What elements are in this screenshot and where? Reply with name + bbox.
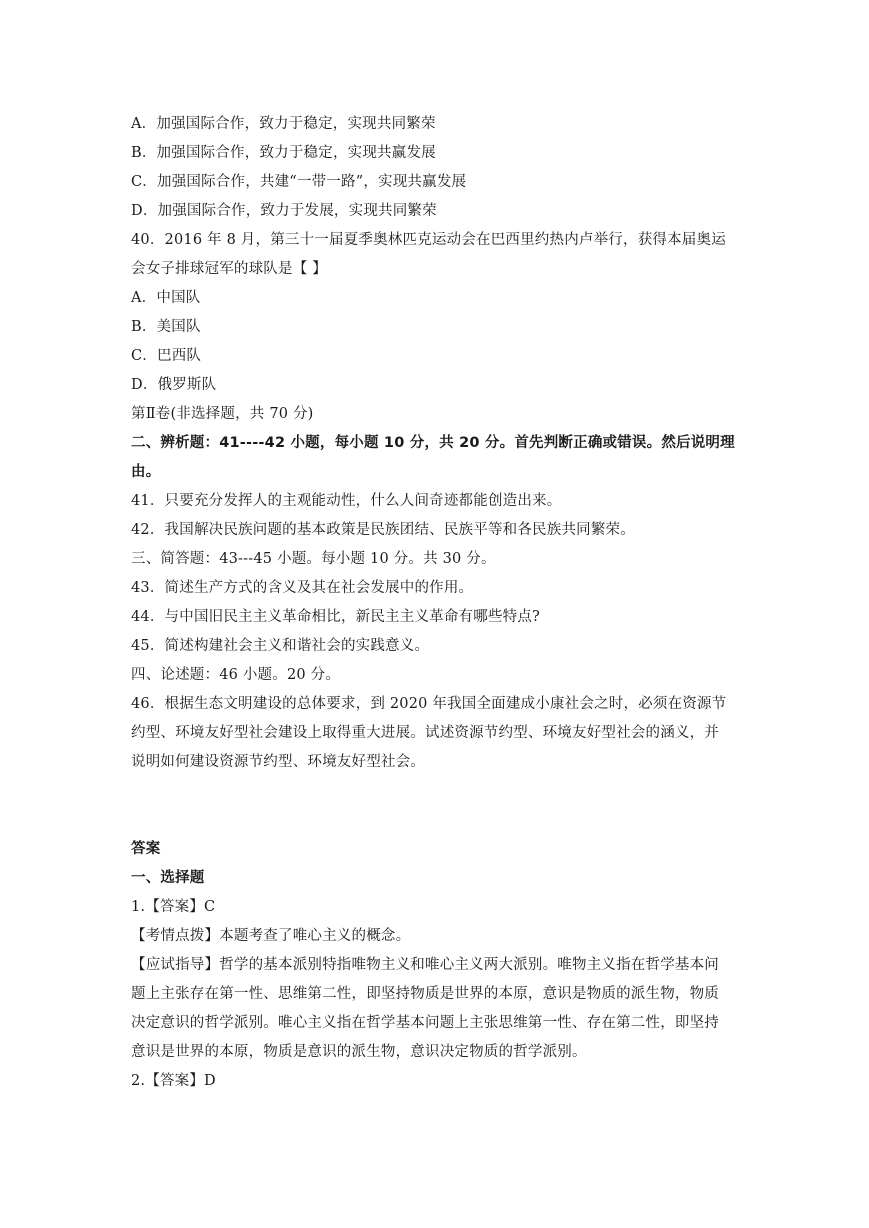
question-41: 41．只要充分发挥人的主观能动性，什么人间奇迹都能创造出来。 [131,493,562,509]
answer-1: 1.【答案】C [131,899,216,915]
option-c-q40: C．巴西队 [131,348,202,364]
question-45: 45．简述构建社会主义和谐社会的实践意义。 [131,638,430,654]
option-d-q39: D．加强国际合作，致力于发展，实现共同繁荣 [131,203,437,219]
question-46-line2: 约型、环境友好型社会建设上取得重大进展。试述资源节约型、环境友好型社会的涵义，并 [131,725,719,741]
option-d-q40: D．俄罗斯队 [131,377,217,393]
question-46-line3: 说明如何建设资源节约型、环境友好型社会。 [131,754,425,770]
section-2-heading-line1: 二、辨析题：41----42 小题，每小题 10 分，共 20 分。首先判断正确或错误。然后说明理 [131,435,735,451]
answer-section-1-heading: 一、选择题 [131,870,205,886]
option-c-q39: C．加强国际合作，共建“一带一路”，实现共赢发展 [131,174,467,190]
option-b-q39: B．加强国际合作，致力于稳定，实现共赢发展 [131,145,436,161]
answer-1-point: 【考情点拨】本题考查了唯心主义的概念。 [131,928,411,944]
answer-title: 答案 [131,841,161,857]
question-40-line2: 会女子排球冠军的球队是【 】 [131,261,327,277]
question-42: 42．我国解决民族问题的基本政策是民族团结、民族平等和各民族共同繁荣。 [131,522,635,538]
answer-1-guide-line4: 意识是世界的本原，物质是意识的派生物，意识决定物质的哲学派别。 [131,1044,587,1060]
document-page [131,110,741,1096]
question-46-line1: 46．根据生态文明建设的总体要求，到 2020 年我国全面建成小康社会之时，必须在资源节 [131,696,727,712]
section-3-heading: 三、简答题：43---45 小题。每小题 10 分。共 30 分。 [131,551,496,567]
section-2-heading-line2: 由。 [131,464,161,480]
question-43: 43．简述生产方式的含义及其在社会发展中的作用。 [131,580,474,596]
spacer [131,777,741,835]
answer-2: 2.【答案】D [131,1073,216,1089]
option-a-q39: A．加强国际合作，致力于稳定，实现共同繁荣 [131,116,436,132]
answer-1-guide-line1: 【应试指导】哲学的基本派别特指唯物主义和唯心主义两大派别。唯物主义指在哲学基本问 [131,957,719,973]
question-40-line1: 40．2016 年 8 月，第三十一届夏季奥林匹克运动会在巴西里约热内卢举行，获得本届奥运 [131,232,726,248]
question-44: 44．与中国旧民主主义革命相比，新民主主义革命有哪些特点? [131,609,541,625]
option-b-q40: B．美国队 [131,319,201,335]
answer-1-guide-line3: 决定意识的哲学派别。唯心主义指在哲学基本问题上主张思维第一性、存在第二性，即坚持 [131,1015,719,1031]
part-2-title: 第Ⅱ卷(非选择题，共 70 分) [131,406,314,422]
answer-1-guide-line2: 题上主张存在第一性、思维第二性，即坚持物质是世界的本原，意识是物质的派生物，物质 [131,986,719,1002]
option-a-q40: A．中国队 [131,290,201,306]
section-4-heading: 四、论述题：46 小题。20 分。 [131,667,341,683]
